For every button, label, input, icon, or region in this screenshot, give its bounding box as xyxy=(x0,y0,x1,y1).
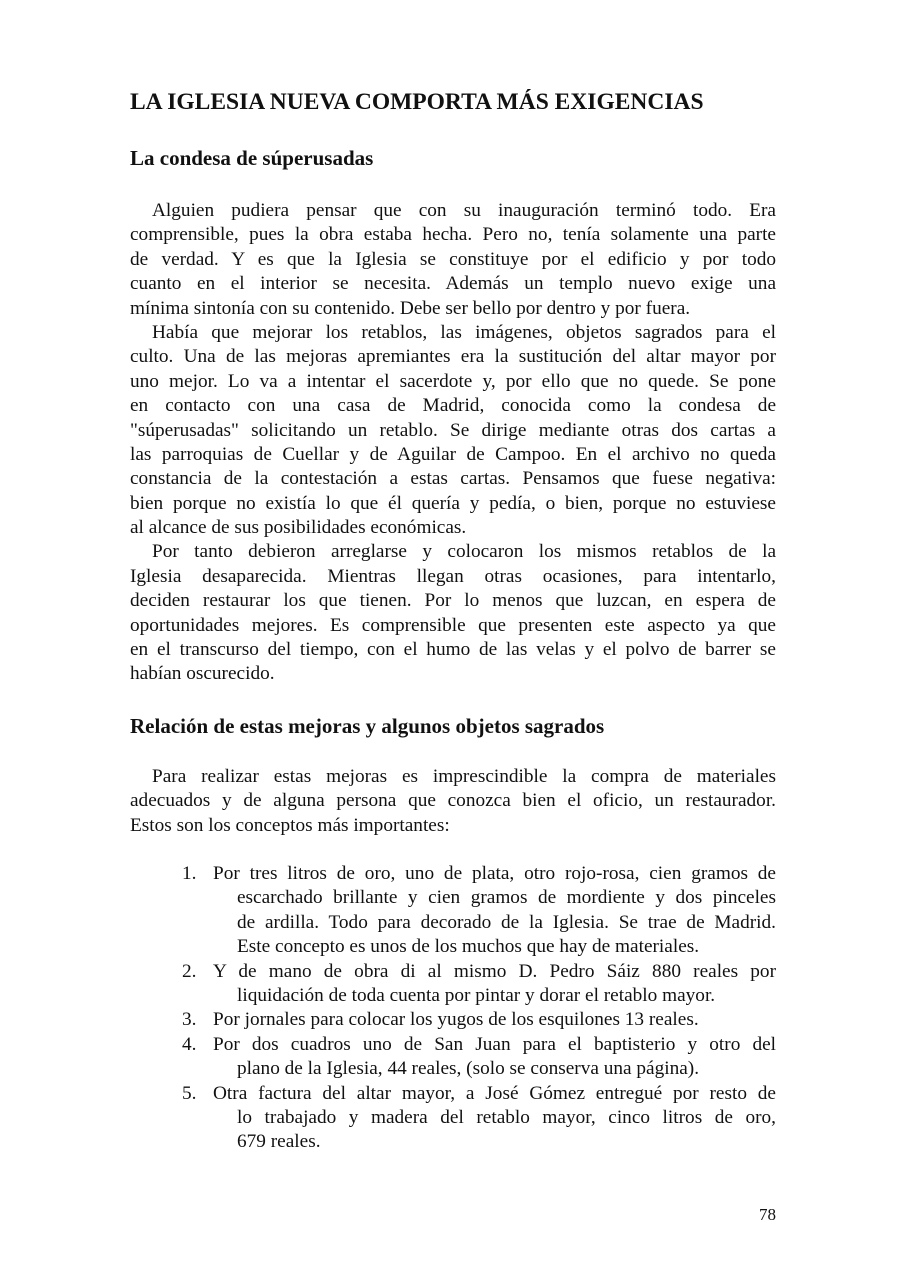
list-number: 2. xyxy=(182,960,197,982)
text-line: comprensible, pues la obra estaba hecha. Pero no, tenía solamente una parte xyxy=(130,224,776,246)
list-item xyxy=(130,862,776,960)
list-number: 1. xyxy=(182,863,197,884)
paragraph xyxy=(130,765,776,838)
text-line: de verdad. Y es que la Iglesia se constituye por el edificio y por todo xyxy=(130,248,776,270)
text-line: bien porque no existía lo que él quería y pedía, o bien, porque no estuviese xyxy=(130,492,776,514)
text-line: Por tanto debieron arreglarse y colocaron los mismos retablos de la xyxy=(152,541,776,563)
page-number: 78 xyxy=(759,1205,776,1224)
section-1-body xyxy=(130,199,776,687)
text-line: lo trabajado y madera del retablo mayor, cinco litros de oro, xyxy=(237,1106,776,1128)
list-number: 5. xyxy=(182,1082,197,1104)
text-line: constancia de la contestación a estas cartas. Pensamos que fuese negativa: xyxy=(130,468,776,490)
paragraph xyxy=(130,321,776,541)
text-line: Por jornales para colocar los yugos de los esquilones 13 reales. xyxy=(213,1009,699,1031)
text-line: Otra factura del altar mayor, a José Gómez entregué por resto de xyxy=(213,1082,776,1104)
list-number: 3. xyxy=(182,1009,197,1031)
text-line: Iglesia desaparecida. Mientras llegan otras ocasiones, para intentarlo, xyxy=(130,565,776,587)
section-2-body xyxy=(130,765,776,838)
expense-list xyxy=(130,862,776,1155)
list-item xyxy=(130,1033,776,1082)
text-line: Este concepto es unos de los muchos que hay de materiales. xyxy=(237,936,700,958)
section-heading: Relación de estas mejoras y algunos objetos sagrados xyxy=(130,714,605,738)
text-line: culto. Una de las mejoras apremiantes era la sustitución del altar mayor por xyxy=(130,346,776,368)
text-line: en el transcurso del tiempo, con el humo de las velas y el polvo de barrer se xyxy=(130,639,776,661)
text-line: cuanto en el interior se necesita. Además un templo nuevo exige una xyxy=(130,273,776,295)
text-line: las parroquias de Cuellar y de Aguilar de Campoo. En el archivo no queda xyxy=(130,443,776,465)
text-line: deciden restaurar los que tienen. Por lo menos que luzcan, en espera de xyxy=(130,590,776,612)
text-line: Y de mano de obra di al mismo D. Pedro Sáiz 880 reales por xyxy=(213,960,776,982)
text-line: en contacto con una casa de Madrid, conocida como la condesa de xyxy=(130,395,776,417)
text-line: escarchado brillante y cien gramos de mordiente y dos pinceles xyxy=(237,887,776,909)
section-heading: La condesa de súperusadas xyxy=(130,146,374,170)
text-line: "súperusadas" solicitando un retablo. Se dirige mediante otras dos cartas a xyxy=(130,419,776,441)
text-line: Había que mejorar los retablos, las imágenes, objetos sagrados para el xyxy=(152,321,776,343)
page-title: LA IGLESIA NUEVA COMPORTA MÁS EXIGENCIAS xyxy=(130,89,704,115)
text-line: plano de la Iglesia, 44 reales, (solo se conserva una página). xyxy=(237,1058,700,1080)
text-line: Alguien pudiera pensar que con su inauguración terminó todo. Era xyxy=(152,200,776,221)
text-line: Por tres litros de oro, uno de plata, otro rojo-rosa, cien gramos de xyxy=(213,863,776,884)
text-line: adecuados y de alguna persona que conozca bien el oficio, un restaurador. xyxy=(130,790,776,812)
paragraph xyxy=(130,199,776,321)
text-line: Para realizar estas mejoras es imprescindible la compra de materiales xyxy=(152,766,776,787)
section-1-heading-block xyxy=(130,144,776,172)
text-line: uno mejor. Lo va a intentar el sacerdote y, por ello que no quede. Se pone xyxy=(130,370,776,392)
list-item xyxy=(130,1008,776,1032)
list-number: 4. xyxy=(182,1033,197,1055)
list-item xyxy=(130,1082,776,1155)
text-line: habían oscurecido. xyxy=(130,663,275,685)
text-line: oportunidades mejores. Es comprensible que presenten este aspecto ya que xyxy=(130,614,776,636)
text-line: Estos son los conceptos más importantes: xyxy=(130,814,450,836)
text-line: de ardilla. Todo para decorado de la Iglesia. Se trae de Madrid. xyxy=(237,911,776,933)
text-line: liquidación de toda cuenta por pintar y dorar el retablo mayor. xyxy=(237,984,716,1006)
text-line: al alcance de sus posibilidades económicas. xyxy=(130,517,467,539)
text-line: 679 reales. xyxy=(237,1131,321,1153)
paragraph xyxy=(130,540,776,686)
text-line: Por dos cuadros uno de San Juan para el baptisterio y otro del xyxy=(213,1033,776,1055)
page-title-block xyxy=(130,87,776,117)
list-item xyxy=(130,960,776,1009)
section-2-heading-block xyxy=(130,712,776,740)
text-line: mínima sintonía con su contenido. Debe ser bello por dentro y por fuera. xyxy=(130,297,691,319)
